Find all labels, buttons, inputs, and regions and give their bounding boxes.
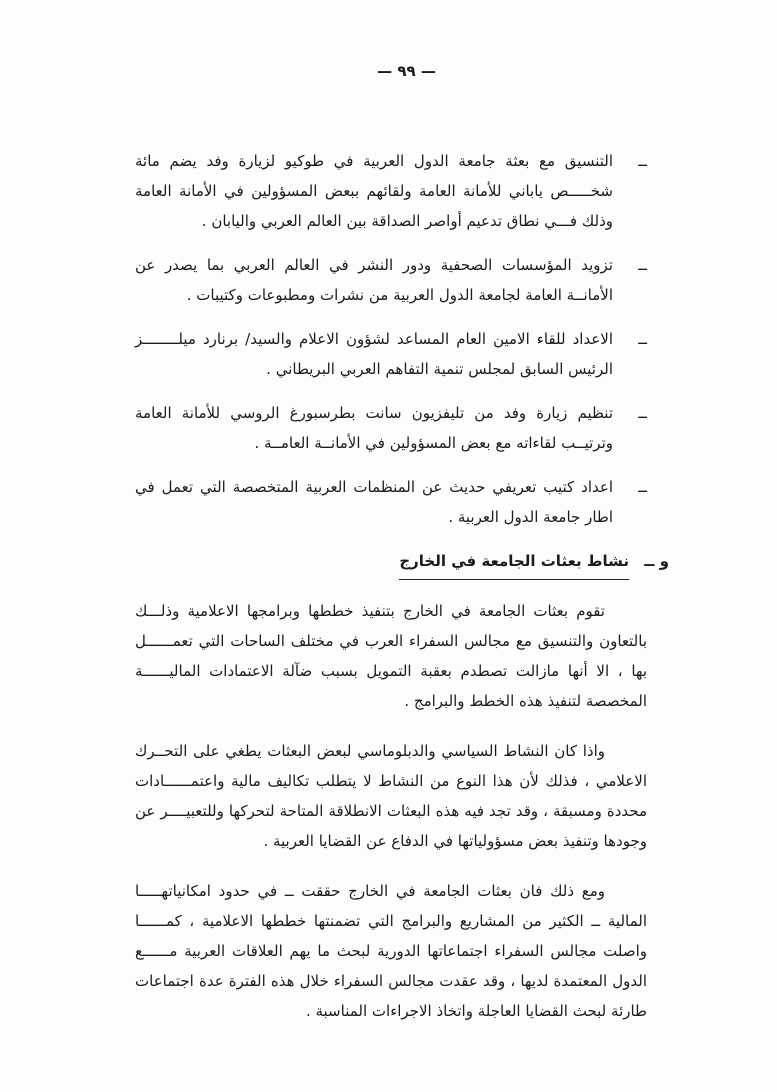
list-item xyxy=(135,472,647,532)
paragraph: واذا كان النشاط السياسي والدبلوماسي لبعض البعثات يطغي على التحــرك الاعلامي ، فذلك لأن هذا النوع من النشاط لا يتطلب تكاليف مالية واعتمــــــادات محددة ومسبقة ، وقد تجد فيه هذه البعثات الانطلاقة المتاحة لتحركها وللتعبيــــر عن وجودها وتنفيذ بعض مسؤولياتها في الدفاع عن القضايا العربية . xyxy=(135,742,647,850)
list-item xyxy=(135,250,647,310)
section-marker: و ــ xyxy=(644,552,669,570)
item-dash-marker: ــ xyxy=(638,256,647,274)
section-heading xyxy=(135,546,669,580)
paragraph: تقوم بعثات الجامعة في الخارج بتنفيذ خططها وبرامجها الاعلامية وذلـــك بالتعاون والتنسيق مع مجالس السفراء العرب في مختلف الساحات التي تعمــــــل بها ، الا أنها مازالت تصطدم بعقبة التمويل بسبب ضآلة الاعتمادات الماليــــــة المخصصة لتنفيذ هذه الخطط والبرامج . xyxy=(135,602,647,710)
item-dash-marker: ــ xyxy=(638,404,647,422)
list-item-text: تزويد المؤسسات الصحفية ودور النشر في العالم العربي بما يصدر عن الأمانــة العامة لجامعة الدول العربية من نشرات ومطبوعات وكتيبات . xyxy=(135,256,613,304)
paragraph: ومع ذلك فان بعثات الجامعة في الخارج حققت ــ في حدود امكانياتهـــــا المالية ــ الكثير من المشاريع والبرامج التي تضمنتها خططها الاعلامية ، كمــــــا واصلت مجالس السفراء اجتماعاتها الدورية لبحث ما يهم العلاقات العربية مــــــع الدول المعتمدة لديها ، وقد عقدت مجالس السفراء خلال هذه الفترة عدة اجتماعات طارئة لبحث القضايا العاجلة واتخاذ الاجراءات المناسبة . xyxy=(135,882,647,1020)
list-item-text: التنسيق مع بعثة جامعة الدول العربية في طوكيو لزيارة وفد يضم مائة شخـــــص ياباني للأمانة العامة ولقائهم ببعض المسؤولين في الأمانة العامة وذلك فـــي نطاق تدعيم أواصر الصداقة بين العالم العربي واليابان . xyxy=(135,152,613,230)
list-item-text: اعداد كتيب تعريفي حديث عن المنظمات العربية المتخصصة التي تعمل في اطار جامعة الدول العربية . xyxy=(135,478,613,526)
document-body xyxy=(135,146,669,1026)
list-item xyxy=(135,146,647,236)
item-dash-marker: ــ xyxy=(638,478,647,496)
item-dash-marker: ــ xyxy=(638,330,647,348)
section-title: نشاط بعثات الجامعة في الخارج xyxy=(399,546,629,580)
section-title-wrap xyxy=(399,546,629,580)
list-item-text: الاعداد للقاء الامين العام المساعد لشؤون الاعلام والسيد/ برنارد ميلــــــــز الرئيس السابق لمجلس تنمية التفاهم العربي البريطاني . xyxy=(135,330,613,378)
list-item xyxy=(135,398,647,458)
list-item-text: تنظيم زيارة وفد من تليفزيون سانت بطرسبورغ الروسي للأمانة العامة وترتيــب لقاءاته مع بعض المسؤولين في الأمانــة العامــة . xyxy=(135,404,613,452)
page-number: — ٩٩ — xyxy=(377,62,436,80)
list-item xyxy=(135,324,647,384)
item-dash-marker: ــ xyxy=(638,152,647,170)
